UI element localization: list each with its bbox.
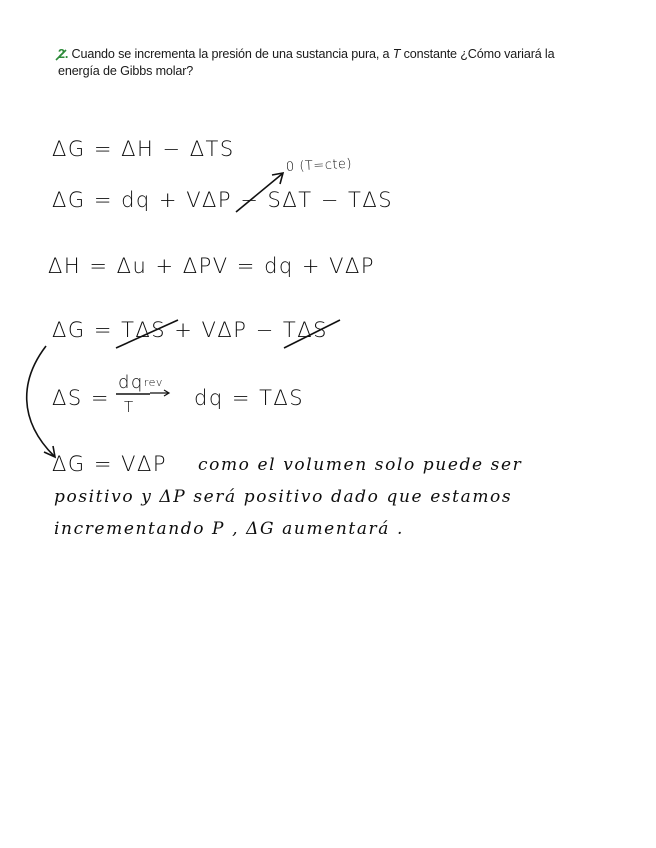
question-variable: T bbox=[392, 47, 401, 61]
equation-enthalpy: ΔH = Δu + ΔPV = dq + VΔP bbox=[48, 254, 376, 278]
curved-arrow bbox=[27, 346, 54, 456]
entropy-numerator-subscript: rev bbox=[143, 376, 163, 389]
equation-gibbs-substituted: ΔG = TΔS + VΔP − TΔS bbox=[52, 318, 328, 342]
conclusion-line-3: incrementando P , ΔG aumentará . bbox=[54, 519, 405, 539]
conclusion-line-2: positivo y ΔP será positivo dado que estamos bbox=[54, 487, 513, 507]
equation-gibbs-definition: ΔG = ΔH − ΔTS bbox=[52, 137, 235, 161]
entropy-numerator-dq: dq bbox=[118, 372, 144, 393]
equation-gibbs-expanded: ΔG = dq + VΔP − SΔT − TΔS bbox=[52, 188, 394, 212]
equation-entropy-denominator: T bbox=[124, 398, 135, 416]
implies-arrow-head bbox=[164, 390, 169, 396]
equation-entropy-lhs: ΔS = bbox=[52, 386, 110, 410]
conclusion-line-1: como el volumen solo puede ser bbox=[198, 455, 523, 475]
annotation-constant-temperature: 0 (T=cte) bbox=[285, 156, 353, 175]
question-text-part2: constante ¿Cómo variará la energía de Gibbs molar? bbox=[58, 47, 555, 78]
equation-entropy-numerator bbox=[118, 372, 163, 393]
arrow-head-annotation bbox=[272, 173, 283, 184]
question-statement bbox=[58, 46, 598, 80]
equation-heat-relation: dq = TΔS bbox=[194, 386, 305, 410]
equation-result: ΔG = VΔP bbox=[52, 452, 167, 476]
question-number: 2. bbox=[58, 47, 69, 61]
question-text-part1: Cuando se incrementa la presión de una sustancia pura, a bbox=[68, 47, 393, 61]
